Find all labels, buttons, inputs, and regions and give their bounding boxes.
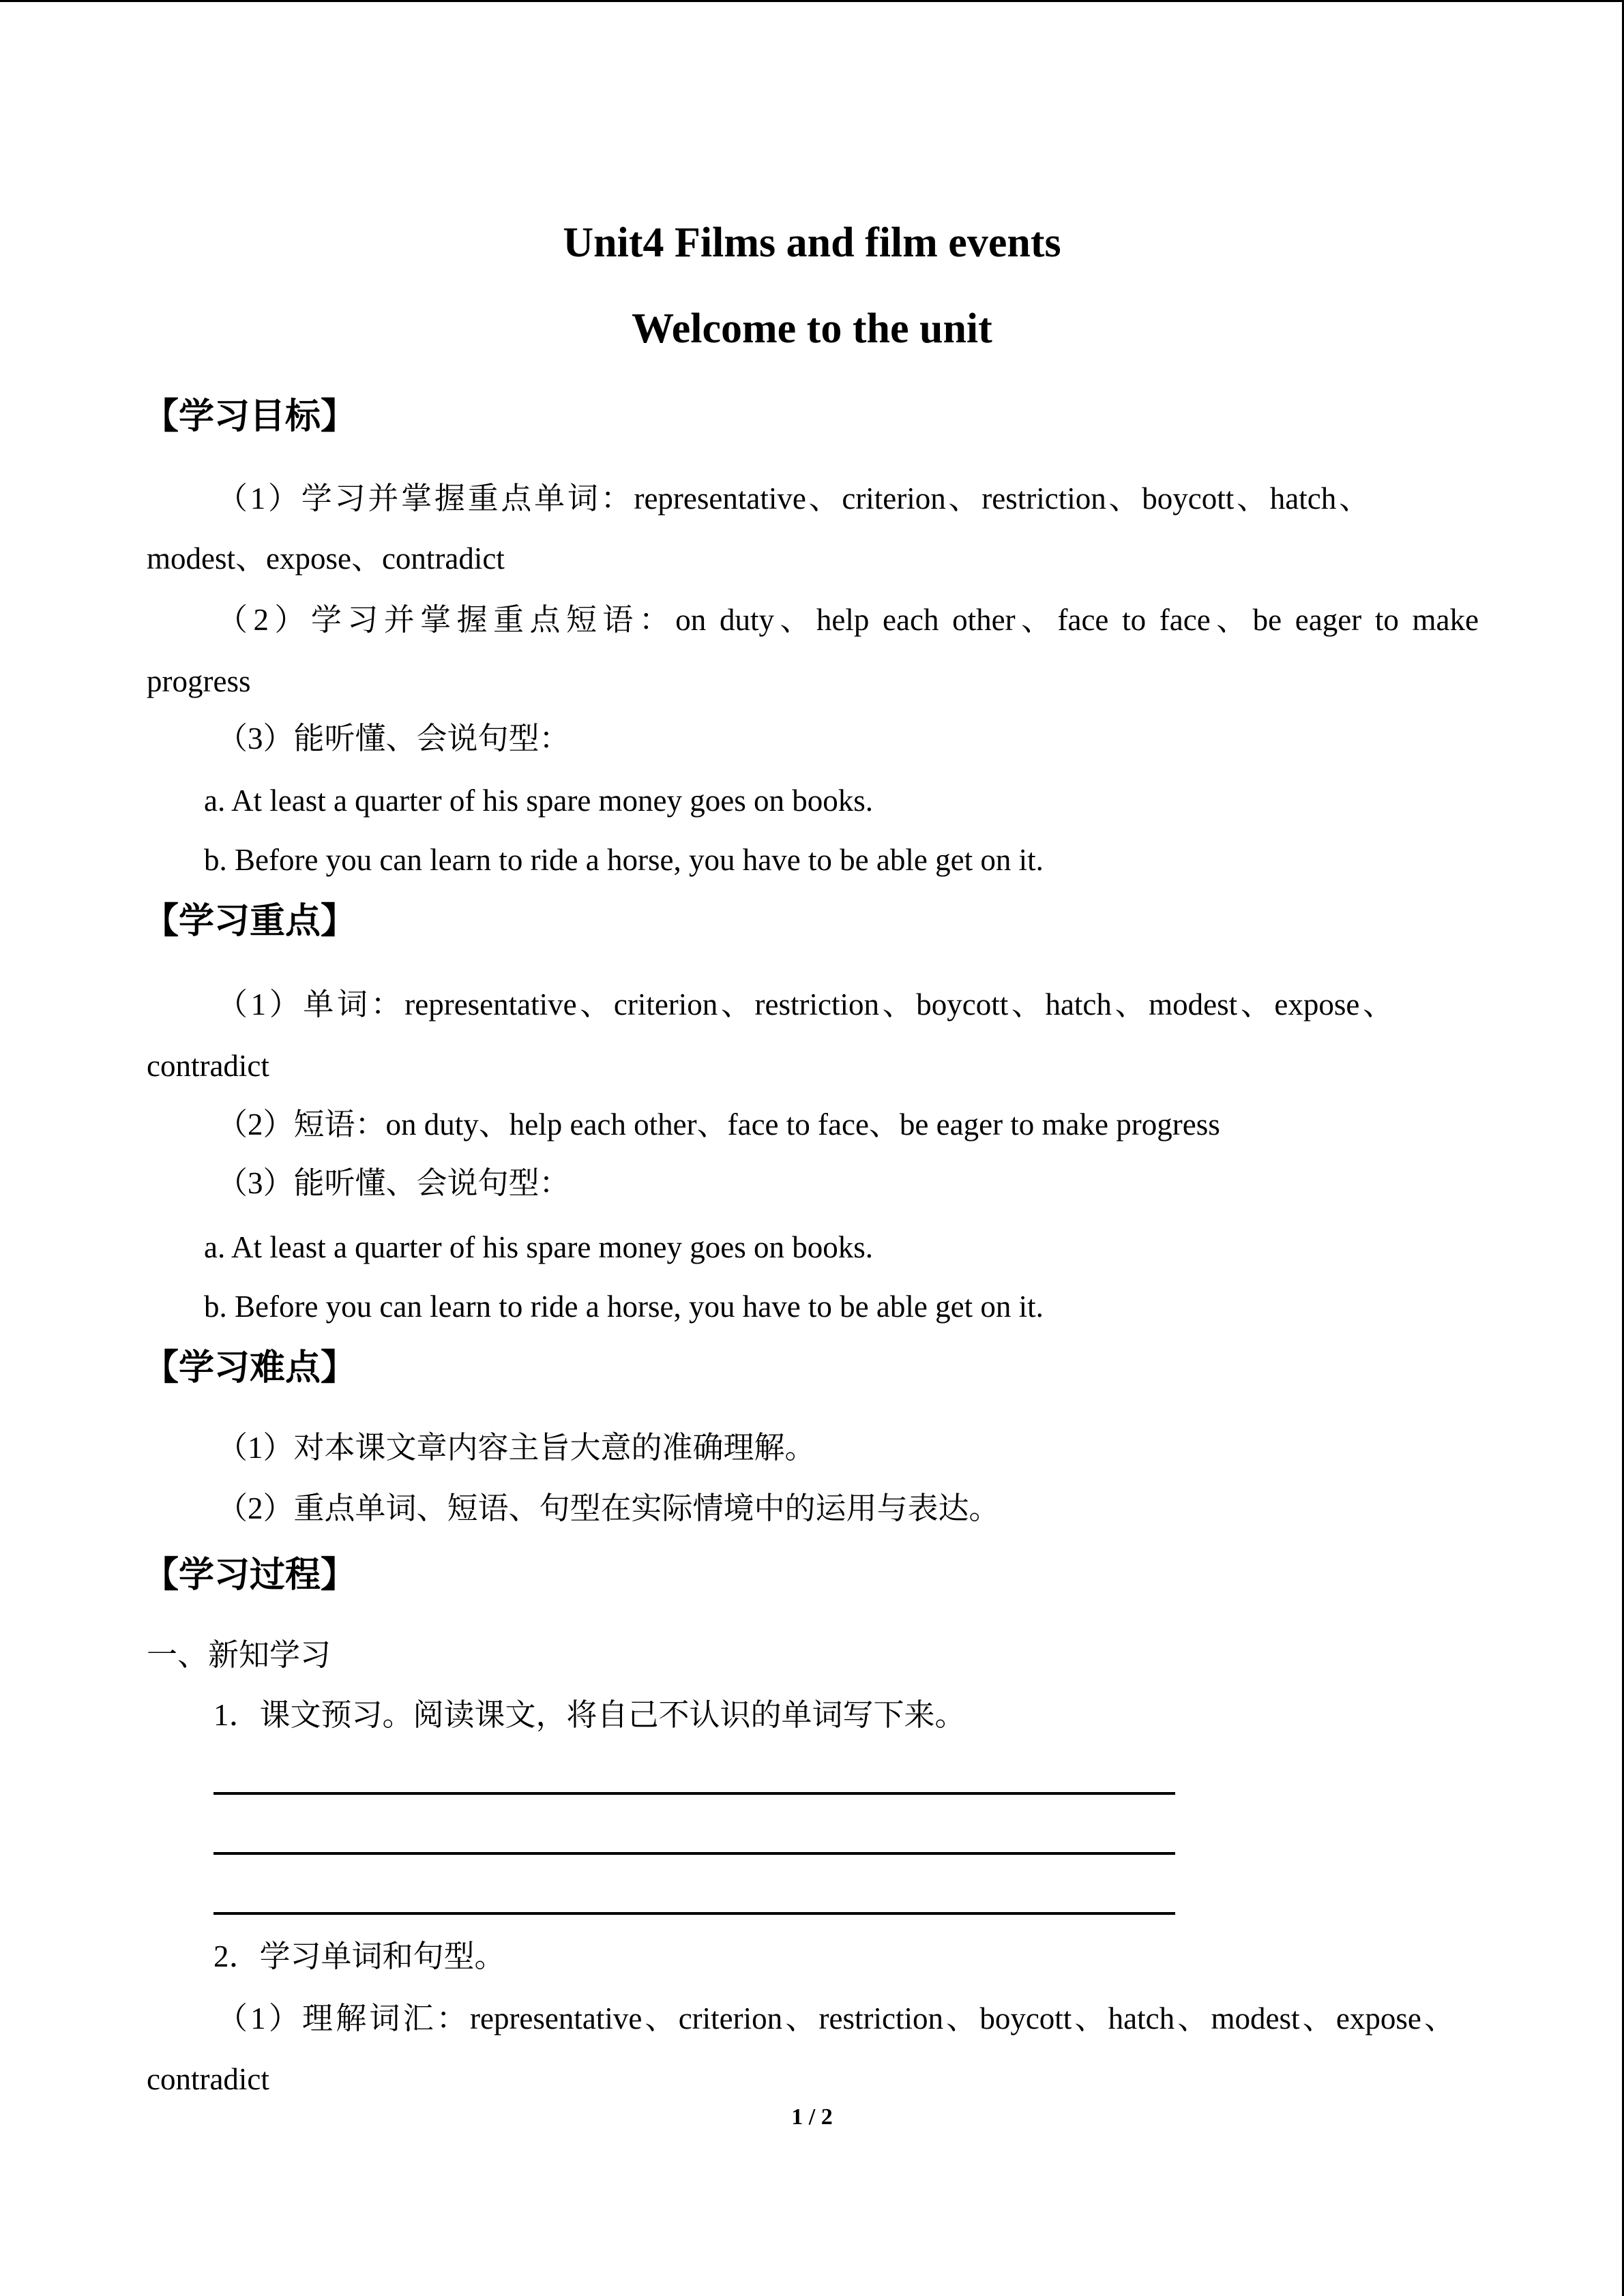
objectives-item3: （3）能听懂、会说句型： <box>217 721 570 756</box>
section-process-heading: 【学习过程】 <box>143 1555 357 1596</box>
objectives-sentence-a: a. At least a quarter of his spare money goes on books. <box>204 784 874 818</box>
process-vocab-line1: （1）理解词汇：representative、criterion、restriction、boycott、hatch、modest、expose、 <box>217 2001 1455 2036</box>
objectives-item2-line1: （2）学习并掌握重点短语：on duty、help each other、face to face、be eager to make <box>217 603 1479 637</box>
difficulties-item2: （2）重点单词、短语、句型在实际情境中的运用与表达。 <box>217 1491 1000 1525</box>
process-part1-heading: 一、新知学习 <box>147 1638 331 1672</box>
objectives-item1-line2: modest、expose、contradict <box>147 541 505 576</box>
key-points-sentence-b: b. Before you can learn to ride a horse, you have to be able get on it. <box>204 1289 1044 1324</box>
answer-line-2[interactable] <box>213 1852 1175 1855</box>
objectives-item1-line1: （1）学习并掌握重点单词：representative、criterion、restriction、boycott、hatch、 <box>217 481 1370 516</box>
process-vocab-line2: contradict <box>147 2062 269 2096</box>
objectives-sentence-b: b. Before you can learn to ride a horse, you have to be able get on it. <box>204 843 1044 877</box>
section-objectives-heading: 【学习目标】 <box>143 396 357 437</box>
answer-line-3[interactable] <box>213 1912 1175 1915</box>
answer-line-1[interactable] <box>213 1792 1175 1795</box>
key-points-sentence-a: a. At least a quarter of his spare money goes on books. <box>204 1230 874 1264</box>
title-unit: Unit4 Films and film events <box>563 220 1061 266</box>
page-number: 1 / 2 <box>791 2104 833 2130</box>
process-step1: 1．课文预习。阅读课文，将自己不认识的单词写下来。 <box>213 1698 966 1732</box>
process-step2: 2．学习单词和句型。 <box>213 1939 505 1973</box>
title-lesson: Welcome to the unit <box>632 305 992 352</box>
key-points-item1-line2: contradict <box>147 1049 269 1083</box>
section-key-points-heading: 【学习重点】 <box>143 901 357 942</box>
key-points-item2: （2）短语：on duty、help each other、face to face、be eager to make progress <box>217 1107 1220 1142</box>
difficulties-item1: （1）对本课文章内容主旨大意的准确理解。 <box>217 1431 816 1465</box>
objectives-item2-line2: progress <box>147 664 251 698</box>
key-points-item3: （3）能听懂、会说句型： <box>217 1166 570 1200</box>
key-points-item1-line1: （1）单词：representative、criterion、restriction、boycott、hatch、modest、expose、 <box>217 987 1393 1022</box>
section-difficulties-heading: 【学习难点】 <box>143 1347 357 1388</box>
